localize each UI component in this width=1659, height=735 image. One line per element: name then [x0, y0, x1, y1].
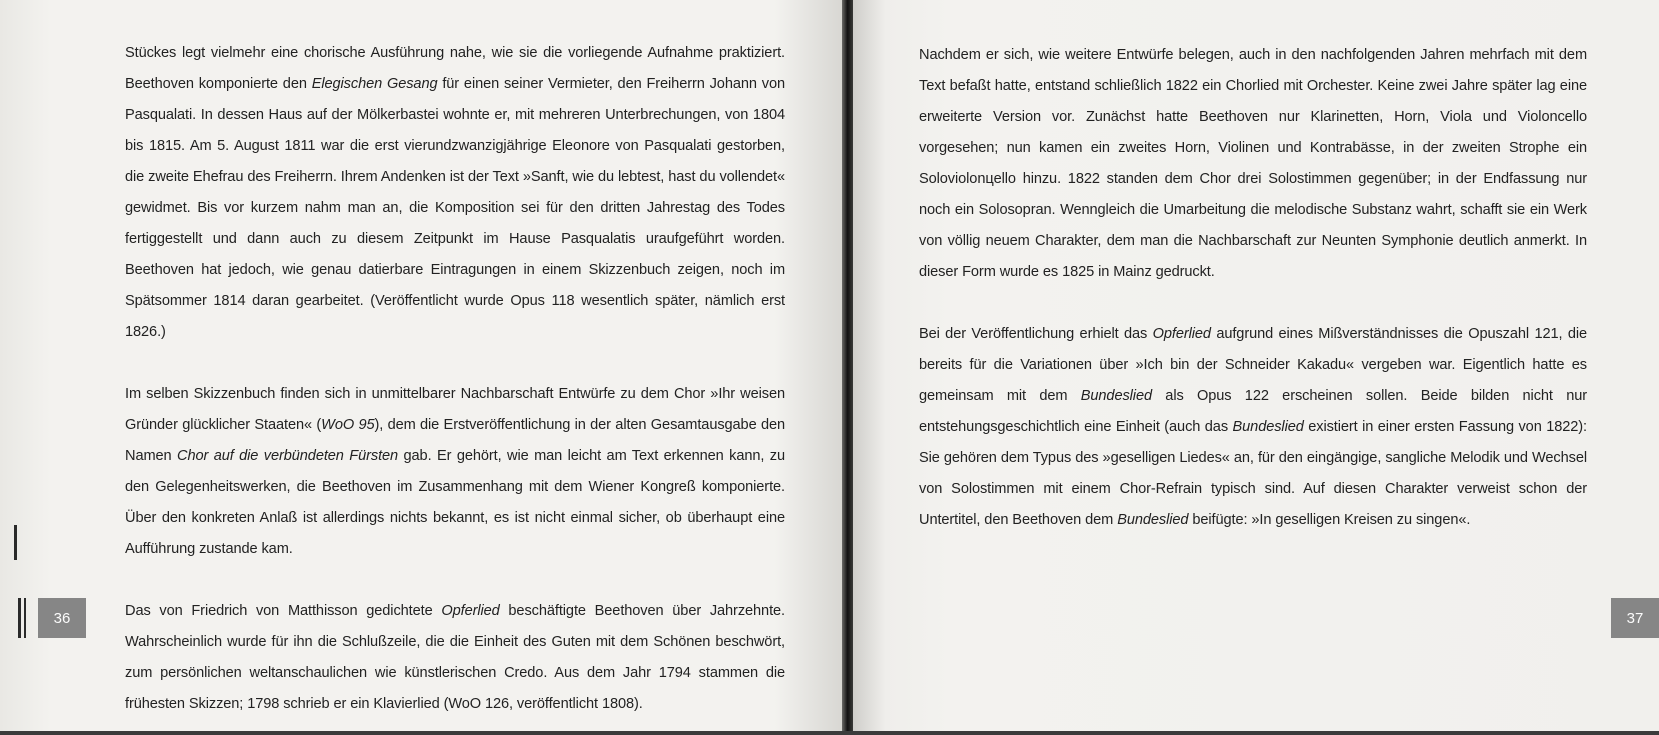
text-run: Bei der Veröffentlichung erhielt das: [919, 326, 1153, 342]
text-run: Im selben Skizzenbuch finden sich in unmittelbarer Nachbarschaft Entwürfe zu dem Chor »Ihr weisen Gründer glücklicher Staaten« (: [125, 386, 785, 433]
right-page: [853, 0, 1659, 735]
text-run: Stückes legt vielmehr eine chorische Ausführung nahe, wie sie die vorliegende Aufnahme praktiziert. Beethoven komponierte den: [125, 45, 785, 92]
italic-title: Bundeslied: [1232, 419, 1304, 435]
italic-title: Chor auf die verbündeten Fürsten: [177, 448, 399, 464]
text-run: aufgrund eines Mißverständnisses die Opuszahl 121, die bereits für die Variationen über »Ich bin der Schneider Kakadu« vergeben war. Eigentlich hatte es gemeinsam mit dem: [919, 326, 1588, 404]
text-run: existiert in einer ersten Fassung von 1822): Sie gehören dem Typus des »geselligen Liedes« an, für den eingängige, sangliche Melodik und Wechsel von Solostimmen mit einem Chor-Refrain typisch sind. Auf diesen Charakter verweist schon der Untertitel, den Beethoven dem: [919, 419, 1587, 528]
margin-mark: [24, 598, 26, 638]
text-run: als Opus 122 erscheinen sollen. Beide bilden nicht nur entstehungsgeschichtlich eine Einheit (auch das: [919, 388, 1587, 435]
paragraph: [125, 38, 785, 348]
page-number-right: 37: [1611, 598, 1659, 638]
text-run: beifügte: »In geselligen Kreisen zu singen«.: [1188, 512, 1471, 528]
paragraph: [125, 379, 785, 565]
paragraph: [125, 596, 785, 720]
page-number-left: 36: [38, 598, 86, 638]
italic-title: Elegischen Gesang: [311, 76, 438, 92]
text-run: Nachdem er sich, wie weitere Entwürfe belegen, auch in den nachfolgenden Jahren mehrfach mit dem Text befaßt hatte, entstand schließlich 1822 ein Chorlied mit Orchester. Keine zwei Jahre später lag eine erweiterte Version vor. Zunächst hatte Beethoven nur Klarinetten, Horn, Viola und Violoncello vorgesehen; nun kamen ein zweites Horn, Violinen und Kontrabässe, in der zweiten Strophe ein Soloviolonцello hinzu. 1822 standen dem Chor drei Solostimmen gegenüber; in der Endfassung nur noch ein Solosopran. Wenngleich die Umarbeitung die melodische Substanz wahrt, schafft sie ein Werk von völlig neuem Charakter, dem man die Nachbarschaft zur Neunten Symphonie deutlich anmerkt. In dieser Form wurde es 1825 in Mainz gedruckt.: [919, 47, 1587, 280]
text-run: für einen seiner Vermieter, den Freiherrn Johann von Pasqualati. In dessen Haus auf der Mölkerbastei wohnte er, mit mehreren Unterbrechungen, von 1804 bis 1815. Am 5. August 1811 war die erst vierundzwanzigjährige Eleonore von Pasqualati gestorben, die zweite Ehefrau des Freiherrn. Ihrem Andenken ist der Text »Sanft, wie du lebtest, hast du vollendet« gewidmet. Bis vor kurzem nahm man an, die Komposition sei für den dritten Jahrestag des Todes fertiggestellt und dann auch zu diesem Zeitpunkt im Hause Pasqualatis uraufgeführt worden. Beethoven hat jedoch, wie genau datierbare Eintragungen in einem Skizzenbuch zeigen, noch im Spätsommer 1814 daran gearbeitet. (Veröffentlicht wurde Opus 118 wesentlich später, nämlich erst 1826.): [125, 76, 785, 340]
margin-mark: [18, 598, 21, 638]
italic-title: Opferlied: [1152, 326, 1211, 342]
paragraph: [919, 40, 1587, 288]
italic-title: Bundeslied: [1117, 512, 1189, 528]
text-run: Das von Friedrich von Matthisson gedichtete: [125, 603, 442, 619]
left-page-body: [125, 38, 785, 720]
italic-title: Bundeslied: [1080, 388, 1152, 404]
bottom-edge: [0, 731, 1659, 735]
text-run: gab. Er gehört, wie man leicht am Text erkennen kann, zu den Gelegenheitswerken, die Beethoven im Zusammenhang mit dem Wiener Kongreß komponierte. Über den konkreten Anlaß ist allerdings nichts bekannt, es ist nicht einmal sicher, ob überhaupt eine Aufführung zustande kam.: [125, 448, 786, 557]
margin-mark: [14, 525, 17, 560]
text-run: ), dem die Erstveröffentlichung in der alten Gesamtausgabe den Namen: [125, 417, 786, 464]
paragraph: [919, 319, 1587, 536]
italic-title: Opferlied: [441, 603, 500, 619]
italic-title: WoO 95: [321, 417, 375, 433]
text-run: beschäftigte Beethoven über Jahrzehnte. Wahrscheinlich wurde für ihn die Schlußzeile, die die Einheit des Guten mit dem Schönen beschwört, zum persönlichen weltanschaulichen wie künstlerischen Credo. Aus dem Jahr 1794 stammen die frühesten Skizzen; 1798 schrieb er ein Klavierlied (WoO 126, veröffentlicht 1808).: [125, 603, 785, 712]
book-gutter: [842, 0, 853, 735]
right-page-body: [919, 40, 1587, 536]
